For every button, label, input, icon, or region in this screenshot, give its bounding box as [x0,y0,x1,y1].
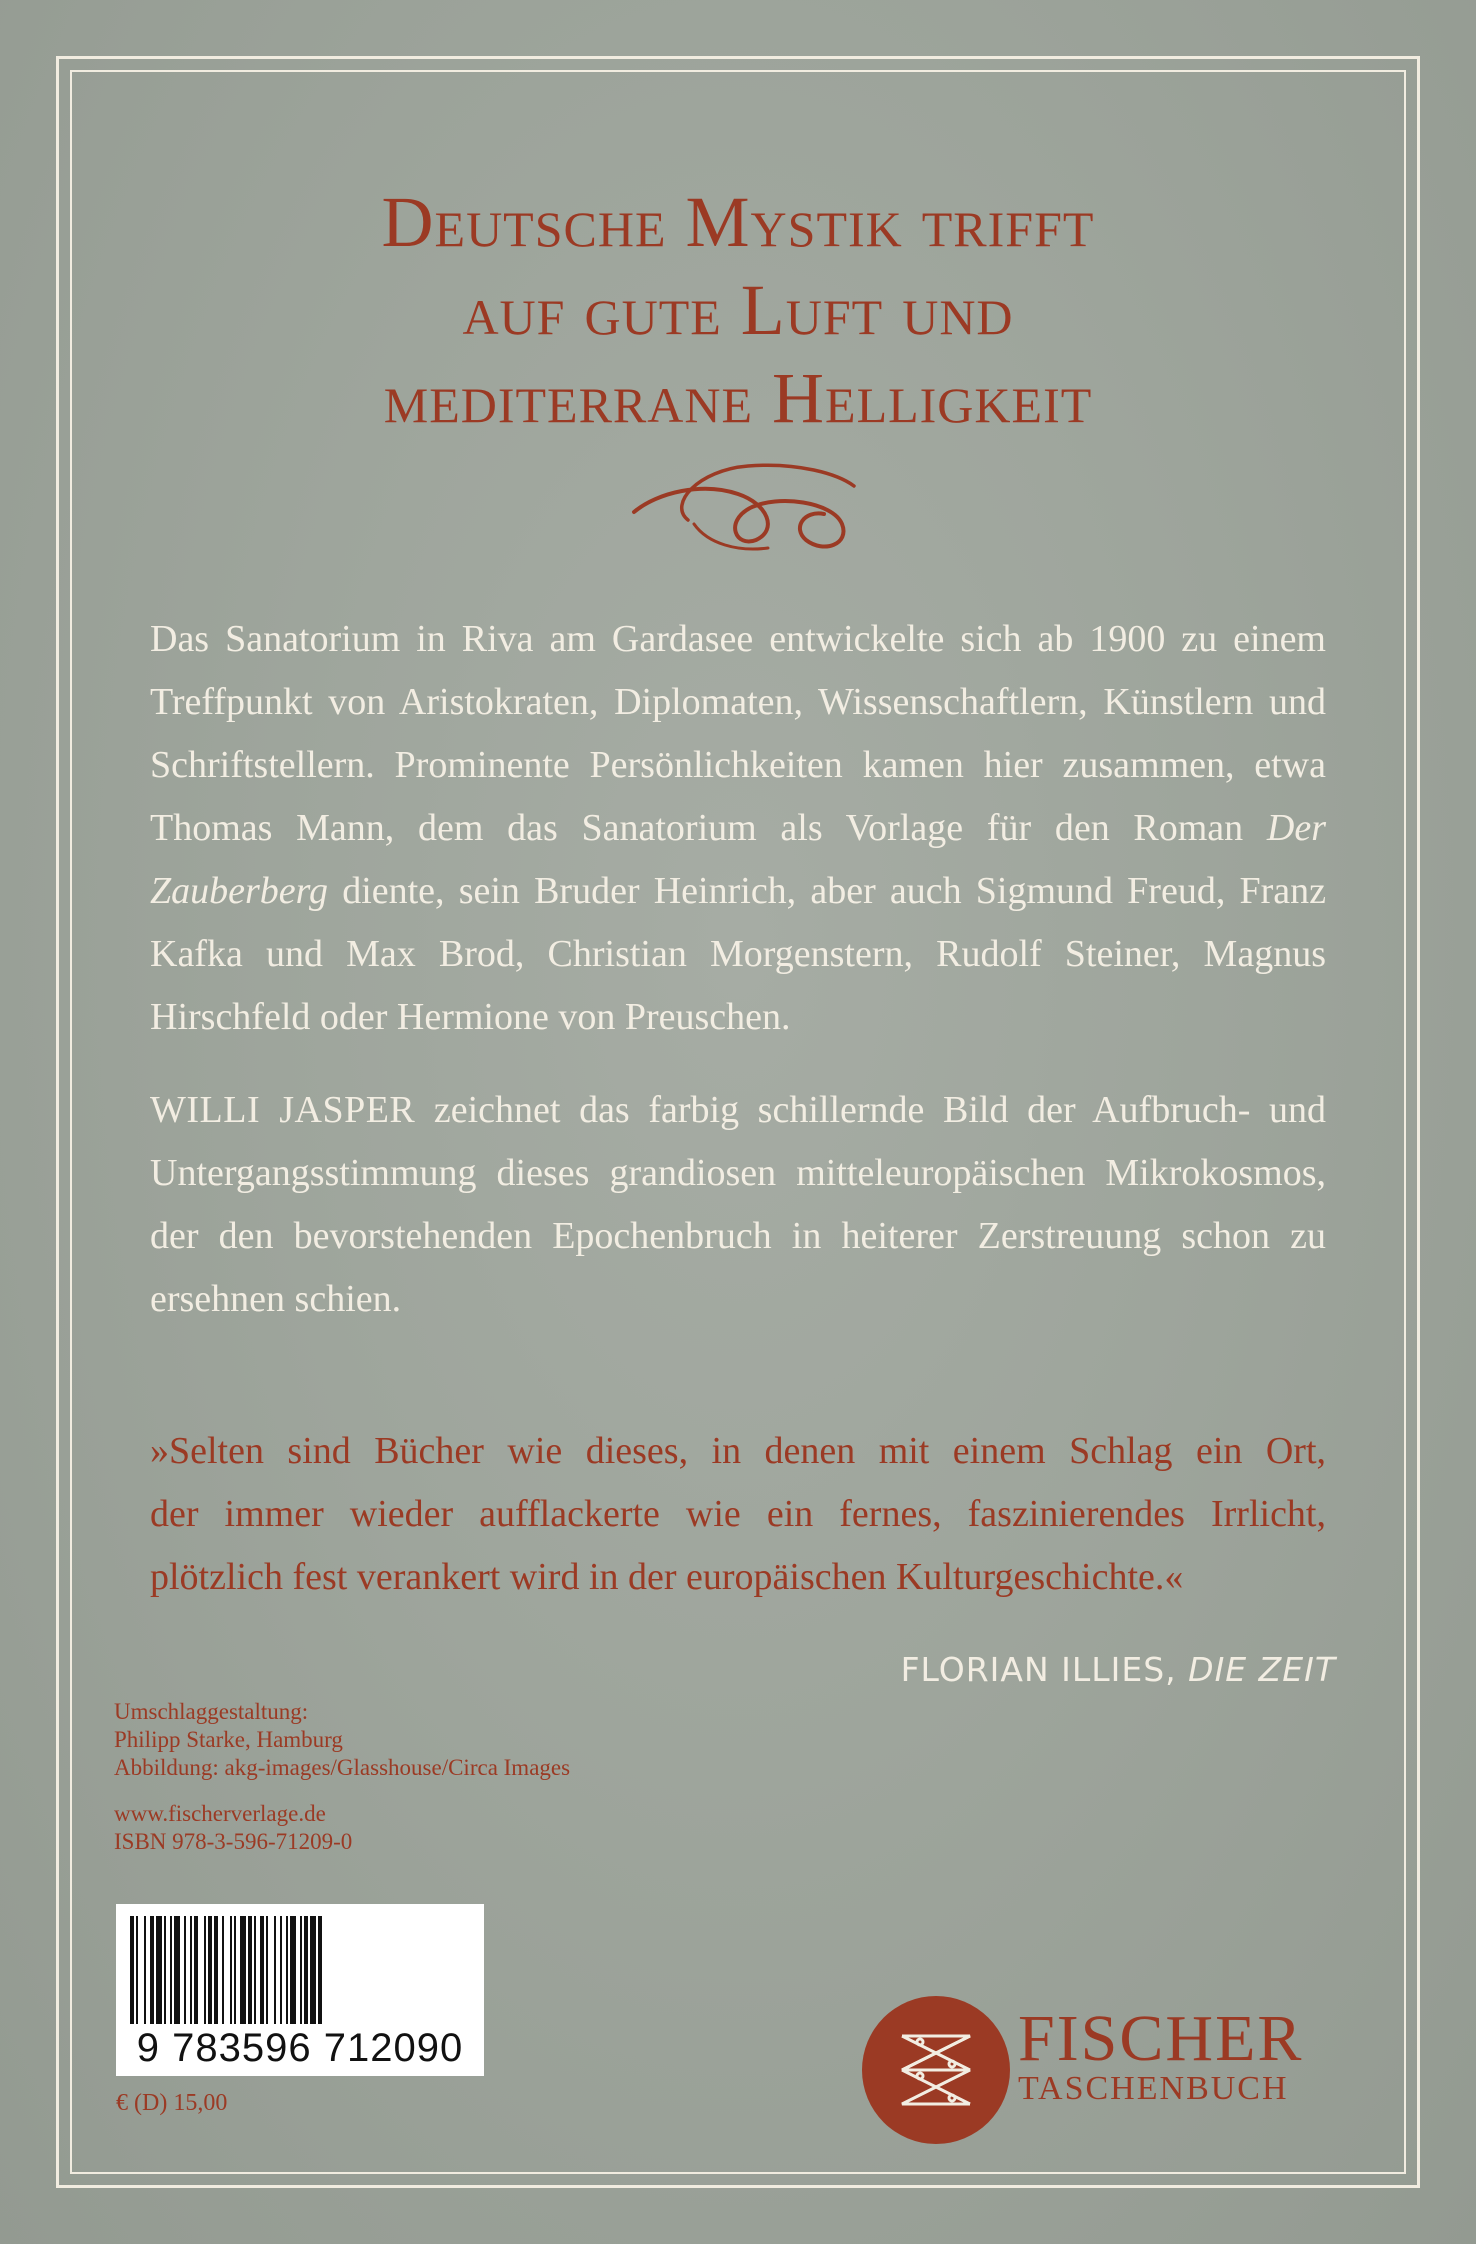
publisher-logo [1018,2002,1304,2108]
headline [150,178,1326,442]
blurb-p1-text-before: Das Sanatorium in Riva am Gardasee entwickelte sich ab 1900 zu einem Treffpunkt von Aristokraten, Diplomaten, Wissenschaftlern, Künstlern und Schriftstellern. Prominente Persönlichkeiten kamen hier zusammen, etwa Thomas Mann, dem das Sanatorium als Vorlage für den Roman [150,618,1326,849]
review-quote [150,1420,1326,1609]
cover-designer: Philipp Starke, Hamburg [114,1727,343,1752]
publisher-imprint: TASCHENBUCH [1018,2070,1289,2107]
publisher-website: www.fischerverlage.de [114,1801,326,1826]
author-name: WILLI JASPER [150,1089,416,1131]
flourish-ornament-icon [628,452,858,562]
headline-line-2: auf gute Luft und [462,270,1014,350]
fish-logo-icon [862,1996,1010,2144]
headline-line-3: mediterrane Helligkeit [383,358,1093,438]
isbn: ISBN 978-3-596-71209-0 [114,1829,353,1854]
attribution-name: FLORIAN ILLIES, [900,1650,1189,1689]
quote-line-3: plötzlich fest verankert wird in der europäischen Kulturgeschichte.« [150,1556,1184,1598]
blurb-text [150,608,1326,1361]
barcode-digits: 9 783596 712090 [136,2026,464,2070]
barcode-bars [130,1916,470,2024]
barcode [116,1904,484,2076]
blurb-paragraph-2 [150,1079,1326,1331]
quote-attribution [901,1650,1336,1689]
headline-line-1: Deutsche Mystik trifft [381,182,1095,262]
price: € (D) 15,00 [116,2090,228,2116]
quote-line-2: der immer wieder aufflackerte wie ein fernes, faszinierendes Irrlicht, [150,1493,1326,1535]
novel-title: Der Zauberberg [150,807,1326,912]
blurb-p2-text: zeichnet das farbig schillernde Bild der Aufbruch- und Untergangsstimmung dieses grandiosen mitteleuropäischen Mikrokosmos, der den bevorstehenden Epochenbruch in heiterer Zerstreuung schon zu ersehnen schien. [150,1089,1326,1320]
cover-design-label: Umschlaggestaltung: [114,1699,309,1724]
attribution-source: DIE ZEIT [1188,1650,1336,1689]
blurb-p1-text-after: diente, sein Bruder Heinrich, aber auch Sigmund Freud, Franz Kafka und Max Brod, Christian Morgenstern, Rudolf Steiner, Magnus Hirschfeld oder Hermione von Preuschen. [150,870,1326,1038]
blurb-paragraph-1 [150,608,1326,1049]
credits-block [114,1698,714,1856]
image-credit: Abbildung: akg-images/Glasshouse/Circa Images [114,1755,571,1780]
quote-line-1: »Selten sind Bücher wie dieses, in denen mit einem Schlag ein Ort, [150,1430,1326,1472]
publisher-brand: FISCHER [1018,2002,1304,2075]
